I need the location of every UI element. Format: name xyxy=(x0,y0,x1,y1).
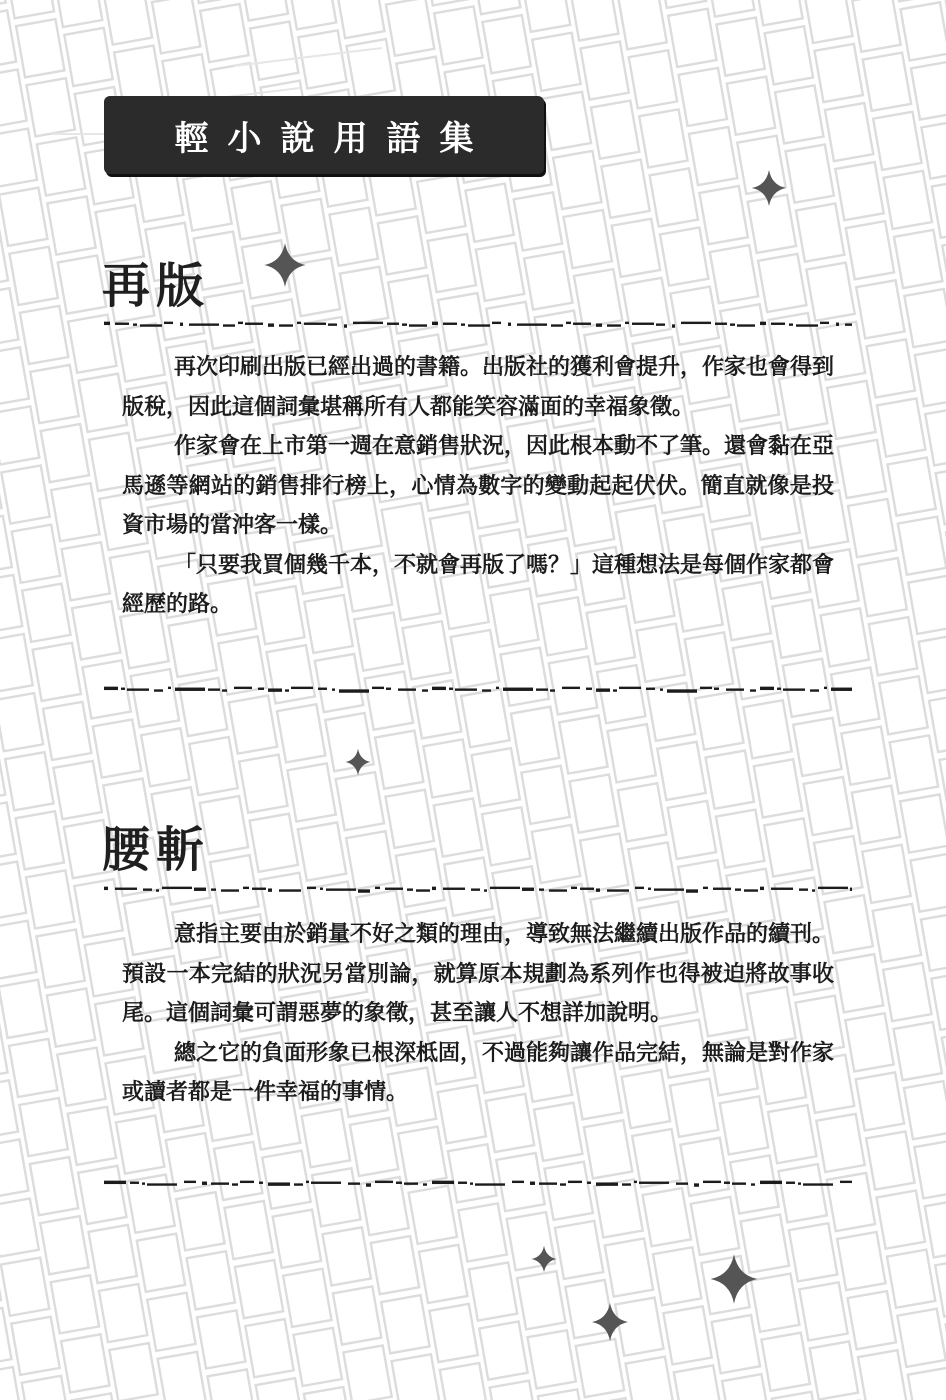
term-heading-cancellation: 腰斬 xyxy=(102,822,211,878)
title-badge xyxy=(104,96,544,174)
sparkle-icon xyxy=(708,1250,760,1308)
sparkle-icon xyxy=(344,746,372,778)
paragraph: 再次印刷出版已經出過的書籍。出版社的獲利會提升，作家也會得到版稅，因此這個詞彙堪稱所有人都能笑容滿面的幸福象徵。 xyxy=(122,355,835,420)
paragraph: 「只要我買個幾千本，不就會再版了嗎？」這種想法是每個作家都會經歷的路。 xyxy=(122,552,835,617)
divider-bottom-cancellation xyxy=(104,1178,852,1188)
paragraph: 總之它的負面形象已根深柢固，不過能夠讓作品完結，無論是對作家或讀者都是一件幸福的事情。 xyxy=(122,1040,835,1105)
section-body-cancellation xyxy=(122,915,834,1113)
sparkle-icon xyxy=(750,168,788,208)
divider-top-reprint xyxy=(104,319,852,329)
page-title: 輕小說用語集 xyxy=(174,118,493,159)
paragraph: 作家會在上市第一週在意銷售狀況，因此根本動不了筆。還會黏在亞馬遜等網站的銷售排行榜上，心情為數字的變動起起伏伏。簡直就像是投資市場的當沖客一樣。 xyxy=(122,434,835,538)
sparkle-icon xyxy=(530,1244,558,1274)
term-heading-reprint: 再版 xyxy=(102,258,211,314)
paragraph: 意指主要由於銷量不好之類的理由，導致無法繼續出版作品的續刊。預設一本完結的狀況另當別論，就算原本規劃為系列作也得被迫將故事收尾。這個詞彙可謂惡夢的象徵，甚至讓人不想詳加說明。 xyxy=(122,922,835,1026)
divider-bottom-reprint xyxy=(104,684,852,694)
divider-top-cancellation xyxy=(104,884,852,894)
sparkle-icon xyxy=(590,1300,630,1344)
sparkle-icon xyxy=(262,240,308,290)
section-body-reprint xyxy=(122,348,834,625)
